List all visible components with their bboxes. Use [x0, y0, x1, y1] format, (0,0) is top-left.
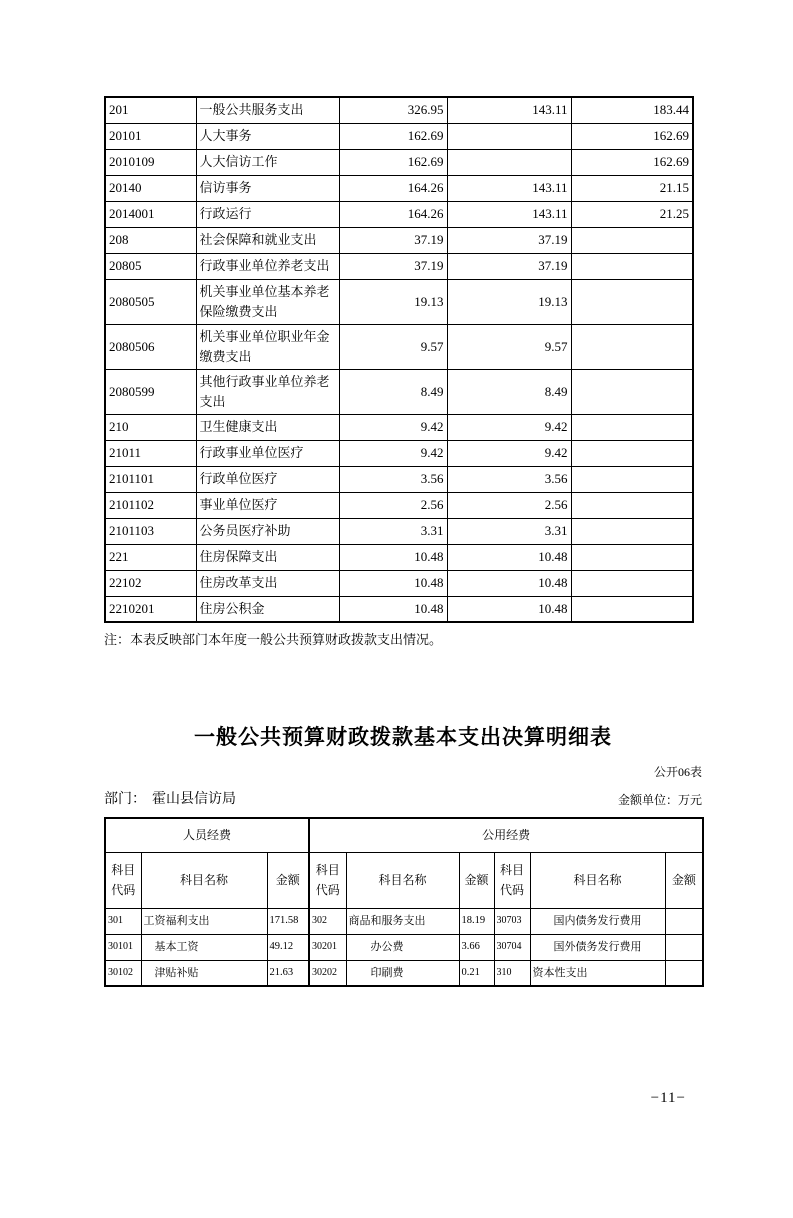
- department: [104, 788, 236, 808]
- amount-cell: [571, 492, 693, 518]
- amount-cell: 9.57: [447, 324, 571, 369]
- subject-name-cell: 住房改革支出: [196, 570, 339, 596]
- amount-cell: [571, 414, 693, 440]
- amount-cell: 10.48: [339, 570, 447, 596]
- col-header-amount: 金额: [459, 852, 494, 908]
- table-row: [105, 227, 693, 253]
- table-row: [105, 253, 693, 279]
- amount-cell: 3.31: [447, 518, 571, 544]
- col-header-name: 科目名称: [141, 852, 267, 908]
- amount-cell: 143.11: [447, 97, 571, 123]
- subject-code-cell: 301: [105, 908, 141, 934]
- amount-cell: 162.69: [339, 149, 447, 175]
- department-name: 霍山县信访局: [152, 792, 236, 807]
- subject-code-cell: 20101: [105, 123, 196, 149]
- subject-code-cell: 21011: [105, 440, 196, 466]
- subject-name-cell: 行政运行: [196, 201, 339, 227]
- table-row: [105, 492, 693, 518]
- subject-name-cell: 事业单位医疗: [196, 492, 339, 518]
- amount-cell: 0.21: [459, 960, 494, 986]
- amount-cell: 37.19: [447, 253, 571, 279]
- amount-cell: [571, 544, 693, 570]
- amount-cell: 3.56: [447, 466, 571, 492]
- subject-name-cell: 行政事业单位医疗: [196, 440, 339, 466]
- subject-code-cell: 30201: [309, 934, 346, 960]
- col-header-code: 科目代码: [494, 852, 530, 908]
- col-header-name: 科目名称: [346, 852, 459, 908]
- amount-cell: 19.13: [339, 279, 447, 324]
- amount-cell: 10.48: [339, 596, 447, 622]
- amount-cell: 143.11: [447, 201, 571, 227]
- table-row: [105, 149, 693, 175]
- amount-cell: 162.69: [339, 123, 447, 149]
- amount-cell: 143.11: [447, 175, 571, 201]
- subject-code-cell: 20140: [105, 175, 196, 201]
- subject-code-cell: 22102: [105, 570, 196, 596]
- table-row: [105, 960, 703, 986]
- col-header-amount: 金额: [267, 852, 309, 908]
- department-line: [104, 788, 702, 808]
- document-page: [0, 96, 793, 1218]
- amount-cell: 326.95: [339, 97, 447, 123]
- amount-cell: 164.26: [339, 201, 447, 227]
- table-row: [105, 934, 703, 960]
- amount-cell: 9.57: [339, 324, 447, 369]
- subject-name-cell: 国内债务发行费用: [530, 908, 665, 934]
- table-row: [105, 97, 693, 123]
- department-label: 部门：: [104, 792, 146, 807]
- amount-cell: [571, 369, 693, 414]
- subject-name-cell: 印刷费: [346, 960, 459, 986]
- amount-cell: [571, 279, 693, 324]
- amount-cell: [571, 466, 693, 492]
- amount-cell: [571, 440, 693, 466]
- amount-cell: 10.48: [339, 544, 447, 570]
- amount-cell: [571, 596, 693, 622]
- table-row: [105, 279, 693, 324]
- amount-cell: 171.58: [267, 908, 309, 934]
- table-code-label: 公开06表: [653, 765, 702, 779]
- subject-name-cell: 信访事务: [196, 175, 339, 201]
- amount-cell: 10.48: [447, 570, 571, 596]
- subject-code-cell: 2101102: [105, 492, 196, 518]
- subject-name-cell: 其他行政事业单位养老支出: [196, 369, 339, 414]
- table-row: [105, 908, 703, 934]
- subject-code-cell: 2080599: [105, 369, 196, 414]
- column-header-row: [105, 852, 703, 908]
- table-row: [105, 440, 693, 466]
- amount-cell: 10.48: [447, 544, 571, 570]
- amount-cell: [571, 518, 693, 544]
- amount-cell: 183.44: [571, 97, 693, 123]
- amount-cell: [665, 960, 703, 986]
- table-row: [105, 123, 693, 149]
- table-row: [105, 414, 693, 440]
- subject-code-cell: 30703: [494, 908, 530, 934]
- amount-cell: [665, 934, 703, 960]
- detail-table-body: [105, 908, 703, 986]
- col-header-name: 科目名称: [530, 852, 665, 908]
- subject-code-cell: 2101103: [105, 518, 196, 544]
- subject-code-cell: 2210201: [105, 596, 196, 622]
- subject-code-cell: 2014001: [105, 201, 196, 227]
- subject-name-cell: 行政事业单位养老支出: [196, 253, 339, 279]
- table-row: [105, 596, 693, 622]
- subject-name-cell: 资本性支出: [530, 960, 665, 986]
- subject-name-cell: 卫生健康支出: [196, 414, 339, 440]
- subject-name-cell: 工资福利支出: [141, 908, 267, 934]
- subject-code-cell: 30704: [494, 934, 530, 960]
- basic-expenditure-detail-table: [104, 817, 704, 987]
- amount-cell: [447, 149, 571, 175]
- subject-code-cell: 201: [105, 97, 196, 123]
- subject-code-cell: 2080505: [105, 279, 196, 324]
- subject-code-cell: 30202: [309, 960, 346, 986]
- subject-code-cell: 210: [105, 414, 196, 440]
- general-budget-expenditure-table: [104, 96, 694, 623]
- amount-cell: [665, 908, 703, 934]
- subject-name-cell: 津贴补贴: [141, 960, 267, 986]
- amount-cell: 3.66: [459, 934, 494, 960]
- subject-name-cell: 机关事业单位基本养老保险缴费支出: [196, 279, 339, 324]
- subject-name-cell: 公务员医疗补助: [196, 518, 339, 544]
- amount-cell: 9.42: [447, 414, 571, 440]
- amount-cell: 3.31: [339, 518, 447, 544]
- subject-code-cell: 30102: [105, 960, 141, 986]
- subject-name-cell: 机关事业单位职业年金缴费支出: [196, 324, 339, 369]
- subject-name-cell: 人大事务: [196, 123, 339, 149]
- amount-cell: 162.69: [571, 149, 693, 175]
- amount-cell: 21.15: [571, 175, 693, 201]
- amount-cell: [571, 227, 693, 253]
- amount-cell: 8.49: [339, 369, 447, 414]
- col-header-code: 科目代码: [105, 852, 141, 908]
- amount-cell: [447, 123, 571, 149]
- amount-cell: [571, 570, 693, 596]
- subject-code-cell: 310: [494, 960, 530, 986]
- amount-cell: [571, 253, 693, 279]
- amount-cell: 21.63: [267, 960, 309, 986]
- table-row: [105, 324, 693, 369]
- table-row: [105, 518, 693, 544]
- subject-name-cell: 基本工资: [141, 934, 267, 960]
- amount-cell: 2.56: [447, 492, 571, 518]
- subject-name-cell: 行政单位医疗: [196, 466, 339, 492]
- table-row: [105, 175, 693, 201]
- amount-cell: 2.56: [339, 492, 447, 518]
- group-header-row: [105, 818, 703, 852]
- subject-name-cell: 办公费: [346, 934, 459, 960]
- subject-code-cell: 302: [309, 908, 346, 934]
- subject-name-cell: 住房公积金: [196, 596, 339, 622]
- amount-cell: 9.42: [339, 440, 447, 466]
- col-header-amount: 金额: [665, 852, 703, 908]
- subject-code-cell: 208: [105, 227, 196, 253]
- amount-cell: 18.19: [459, 908, 494, 934]
- group-header-public: 公用经费: [309, 818, 703, 852]
- subject-code-cell: 2080506: [105, 324, 196, 369]
- expenditure-table-body: [105, 97, 693, 622]
- detail-table-head: [105, 818, 703, 908]
- subject-code-cell: 2010109: [105, 149, 196, 175]
- amount-cell: [571, 324, 693, 369]
- table-row: [105, 466, 693, 492]
- subject-name-cell: 住房保障支出: [196, 544, 339, 570]
- subject-name-cell: 商品和服务支出: [346, 908, 459, 934]
- page-number: −11−: [650, 1090, 686, 1106]
- amount-cell: 19.13: [447, 279, 571, 324]
- amount-cell: 37.19: [447, 227, 571, 253]
- amount-unit-label: 金额单位：万元: [617, 793, 702, 807]
- group-header-personnel: 人员经费: [105, 818, 309, 852]
- amount-cell: 164.26: [339, 175, 447, 201]
- amount-cell: 9.42: [339, 414, 447, 440]
- subject-code-cell: 20805: [105, 253, 196, 279]
- subject-name-cell: 国外债务发行费用: [530, 934, 665, 960]
- table-row: [105, 369, 693, 414]
- col-header-code: 科目代码: [309, 852, 346, 908]
- subject-name-cell: 一般公共服务支出: [196, 97, 339, 123]
- table-note: 注：本表反映部门本年度一般公共预算财政拨款支出情况。: [104, 632, 443, 647]
- amount-cell: 49.12: [267, 934, 309, 960]
- page-content: [0, 96, 793, 987]
- amount-cell: 21.25: [571, 201, 693, 227]
- amount-cell: 8.49: [447, 369, 571, 414]
- subject-name-cell: 人大信访工作: [196, 149, 339, 175]
- amount-cell: 3.56: [339, 466, 447, 492]
- table-row: [105, 201, 693, 227]
- subject-code-cell: 30101: [105, 934, 141, 960]
- basic-expenditure-section: [104, 724, 702, 987]
- subject-code-cell: 221: [105, 544, 196, 570]
- table-row: [105, 570, 693, 596]
- amount-cell: 37.19: [339, 227, 447, 253]
- amount-cell: 10.48: [447, 596, 571, 622]
- amount-cell: 37.19: [339, 253, 447, 279]
- table-row: [105, 544, 693, 570]
- subject-code-cell: 2101101: [105, 466, 196, 492]
- section-title: 一般公共预算财政拨款基本支出决算明细表: [194, 726, 612, 749]
- subject-name-cell: 社会保障和就业支出: [196, 227, 339, 253]
- amount-cell: 162.69: [571, 123, 693, 149]
- amount-cell: 9.42: [447, 440, 571, 466]
